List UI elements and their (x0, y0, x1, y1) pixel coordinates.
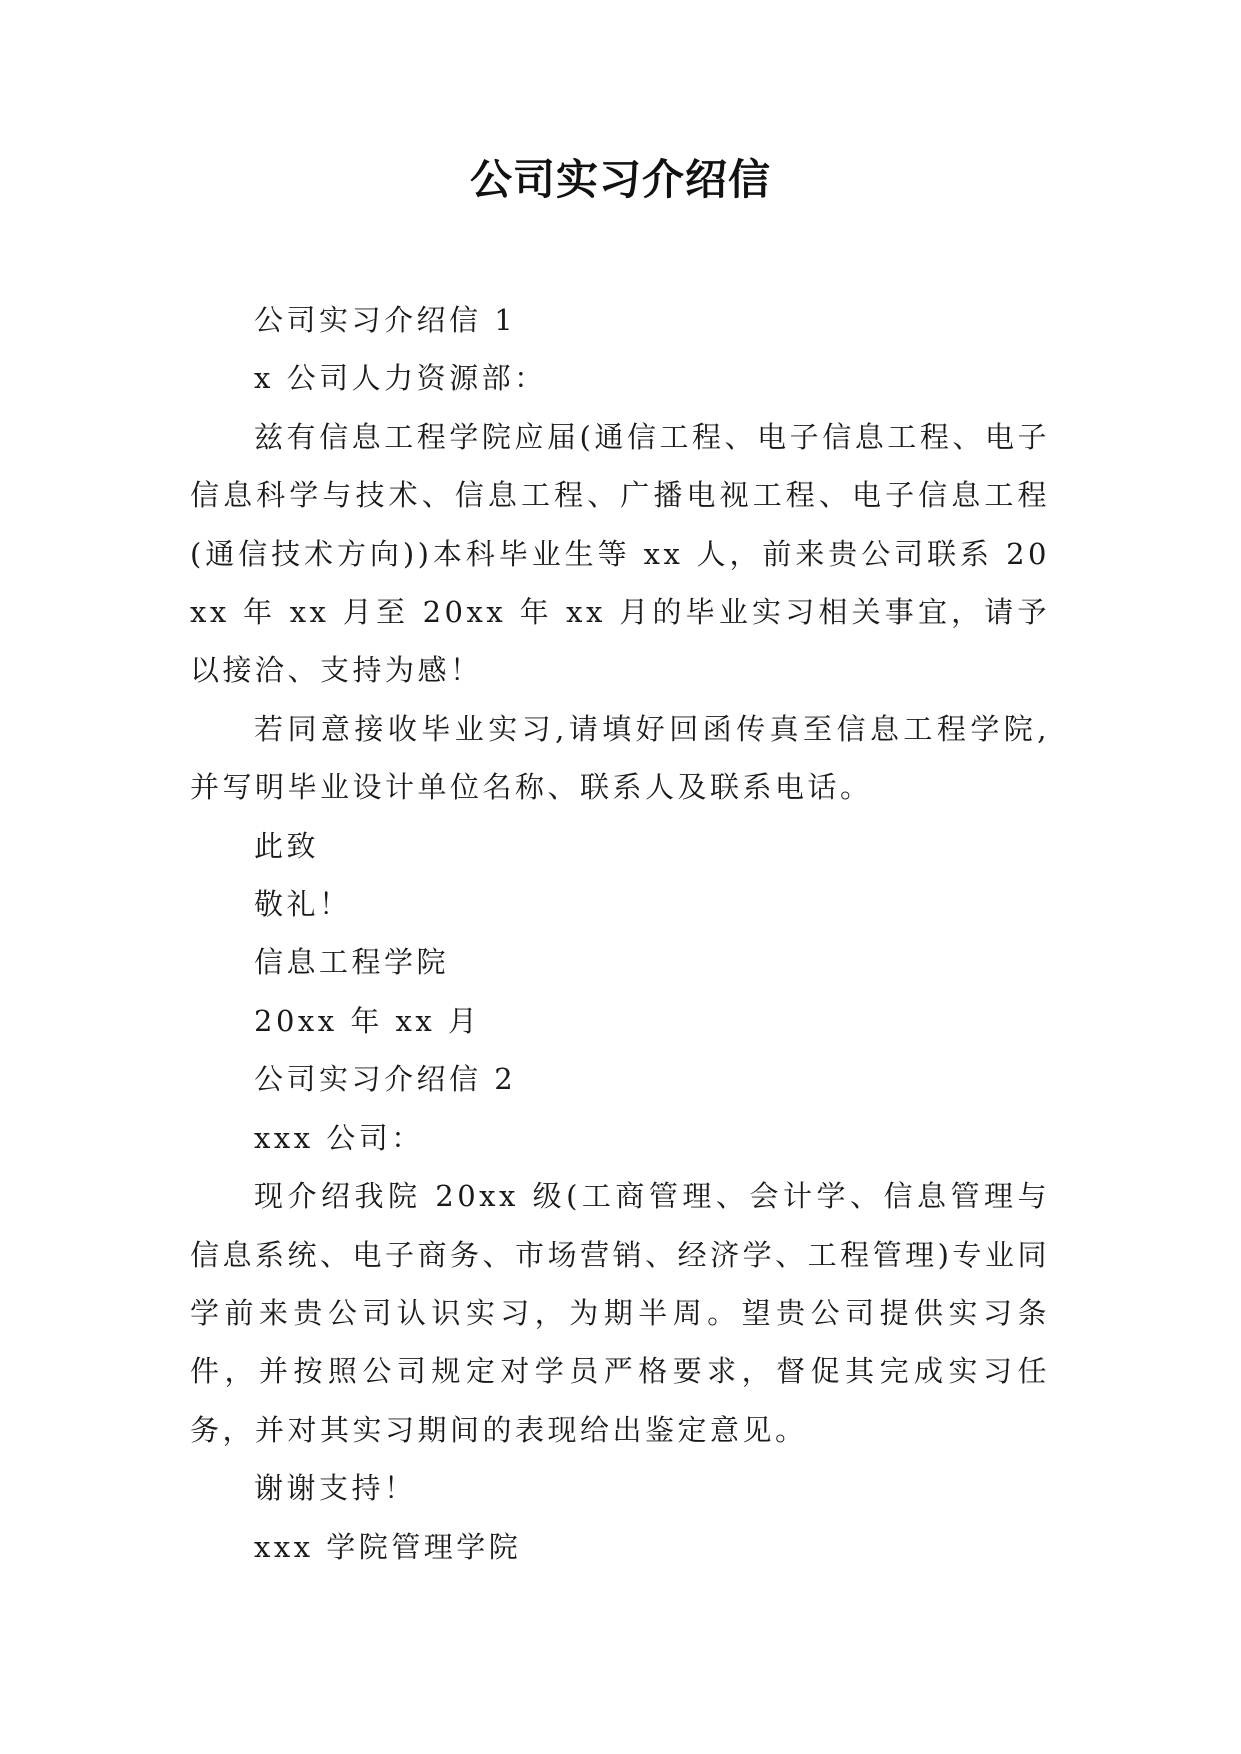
letter-2-salutation: xxx 公司： (254, 1120, 424, 1155)
letter-2-paragraph: 现介绍我院 20xx 级(工商管理、会计学、信息管理与信息系统、电子商务、市场营销、经济学、工程管理)专业同学前来贵公司认识实习，为期半周。望贵公司提供实习条件，并按照公司规定对学员严格要求，督促其完成实习任务，并对其实习期间的表现给出鉴定意见。 (190, 1179, 1050, 1447)
letter-1-salutation: x 公司人力资源部： (254, 361, 547, 396)
letter-2-signature: xxx 学院管理学院 (254, 1529, 522, 1564)
document-title: 公司实习介绍信 (469, 155, 771, 204)
letter-1-closing: 此致 (254, 828, 320, 863)
letter-2-thanks: 谢谢支持！ (254, 1471, 417, 1506)
document-body (190, 291, 1050, 1576)
letter-1-heading: 公司实习介绍信 1 (254, 303, 517, 337)
letter-1-date: 20xx 年 xx 月 (254, 1003, 481, 1038)
letter-2-heading: 公司实习介绍信 2 (254, 1062, 517, 1097)
letter-1-paragraph: 若同意接收毕业实习,请填好回函传真至信息工程学院,并写明毕业设计单位名称、联系人及联系电话。 (190, 711, 1050, 805)
letter-1-signature: 信息工程学院 (254, 945, 450, 980)
letter-1-regards: 敬礼！ (254, 887, 352, 922)
letter-1-paragraph: 兹有信息工程学院应届(通信工程、电子信息工程、电子信息科学与技术、信息工程、广播电视工程、电子信息工程(通信技术方向))本科毕业生等 xx 人，前来贵公司联系 20xx 年 xx 月至 20xx 年 xx 月的毕业实习相关事宜，请予以接洽、支持为感！ (190, 419, 1050, 688)
